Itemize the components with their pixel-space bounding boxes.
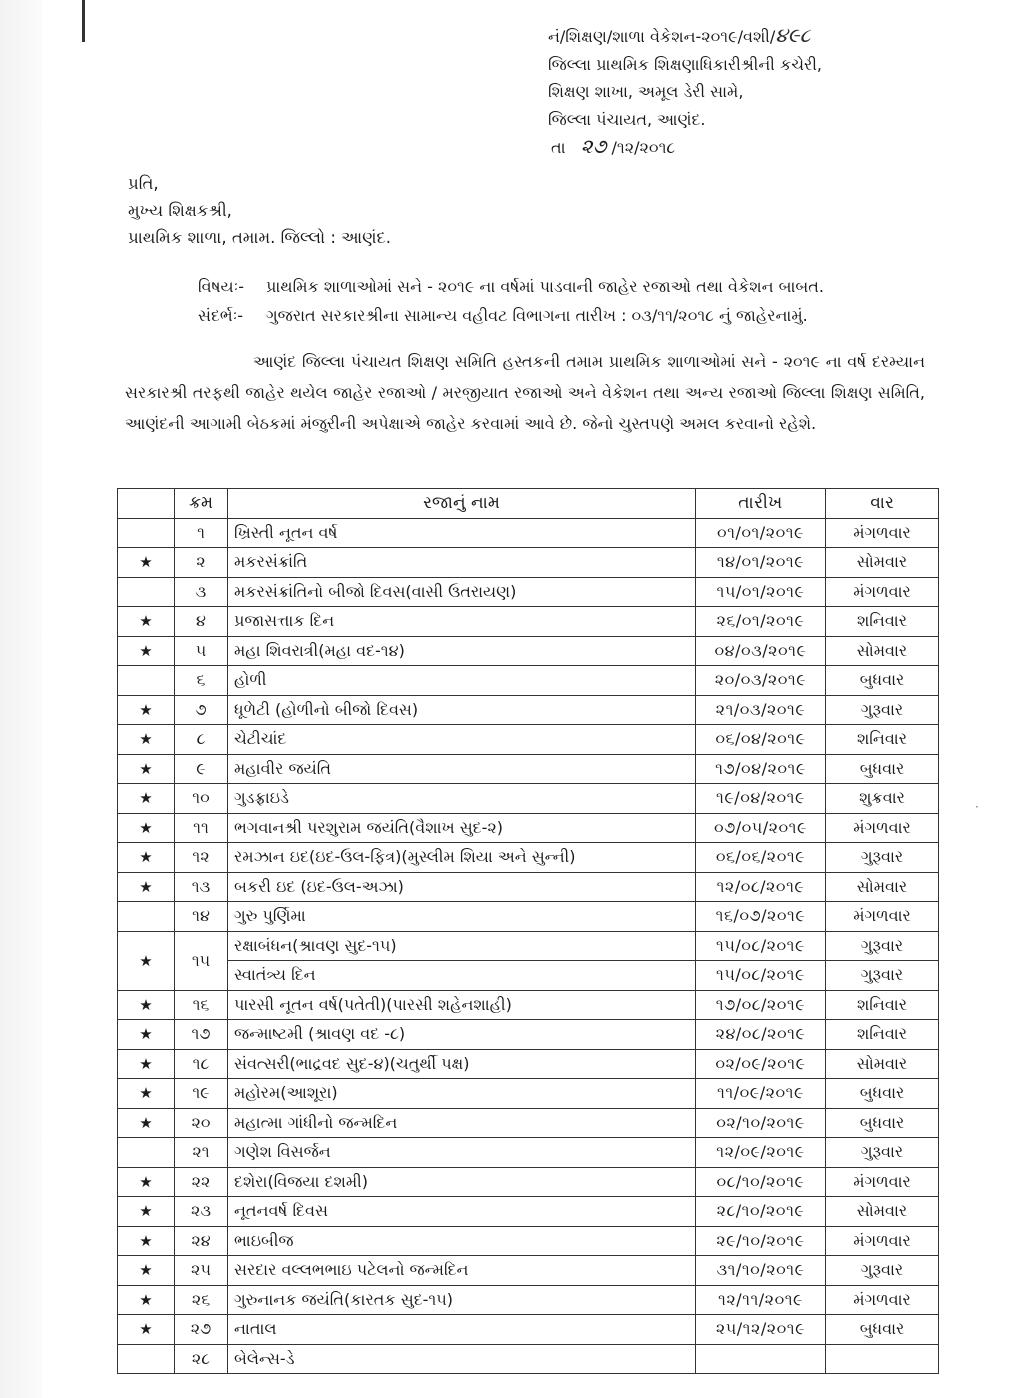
- row-date: ૧૯/૦૪/૨૦૧૯: [696, 784, 826, 814]
- holiday-table: [117, 488, 939, 1374]
- row-serial: ૧૨: [175, 843, 228, 873]
- row-star-marker: ★: [118, 784, 175, 814]
- row-serial: ૪: [175, 607, 228, 637]
- row-holiday-name: નાતાલ: [228, 1315, 696, 1345]
- row-day: મંગળવાર: [826, 1285, 939, 1315]
- header-date: તારીખ: [696, 489, 826, 519]
- row-date: ૧૬/૦૭/૨૦૧૯: [696, 902, 826, 932]
- row-serial: ૧૫: [175, 931, 228, 990]
- row-serial: ૨૨: [175, 1167, 228, 1197]
- row-star-marker: ★: [118, 1315, 175, 1345]
- row-date: ૧૨/૦૮/૨૦૧૯: [696, 872, 826, 902]
- row-holiday-name: સરદાર વલ્લભભાઇ પટેલનો જન્મદિન: [228, 1256, 696, 1286]
- row-serial: ૧: [175, 518, 228, 548]
- row-star-marker: [118, 518, 175, 548]
- table-row: [118, 548, 939, 578]
- table-row: [118, 666, 939, 696]
- row-star-marker: ★: [118, 990, 175, 1020]
- row-day: શનિવાર: [826, 1020, 939, 1050]
- row-date: ૧૪/૦૧/૨૦૧૯: [696, 548, 826, 578]
- row-date: ૦૧/૦૧/૨૦૧૯: [696, 518, 826, 548]
- row-serial: ૨૭: [175, 1315, 228, 1345]
- row-holiday-name: મહાવીર જયંતિ: [228, 754, 696, 784]
- table-row: [118, 961, 939, 991]
- row-holiday-name: નૂતનવર્ષ દિવસ: [228, 1197, 696, 1227]
- row-serial: ૧૬: [175, 990, 228, 1020]
- row-date: ૨૮/૧૦/૨૦૧૯: [696, 1197, 826, 1227]
- addressee-line-3: પ્રાથમિક શાળા, તમામ. જિલ્લો : આણંદ.: [128, 228, 392, 247]
- row-star-marker: ★: [118, 813, 175, 843]
- table-row: [118, 1226, 939, 1256]
- scan-edge-mark: [82, 0, 85, 42]
- table-row: [118, 931, 939, 961]
- row-holiday-name: સ્વાતંત્ર્ય દિન: [228, 961, 696, 991]
- scan-left-edge: [0, 0, 42, 1398]
- table-row: [118, 1020, 939, 1050]
- row-holiday-name: ધૂળેટી (હોળીનો બીજો દિવસ): [228, 695, 696, 725]
- row-serial: ૧૭: [175, 1020, 228, 1050]
- table-row: [118, 1197, 939, 1227]
- row-day: ગુરૂવાર: [826, 961, 939, 991]
- row-day: સોમવાર: [826, 548, 939, 578]
- row-day: સોમવાર: [826, 1197, 939, 1227]
- letter-date: [548, 133, 822, 162]
- row-day: મંગળવાર: [826, 577, 939, 607]
- row-star-marker: ★: [118, 931, 175, 990]
- row-star-marker: ★: [118, 725, 175, 755]
- row-holiday-name: ચેટીચાંદ: [228, 725, 696, 755]
- row-star-marker: ★: [118, 607, 175, 637]
- row-serial: ૮: [175, 725, 228, 755]
- row-serial: ૨૬: [175, 1285, 228, 1315]
- row-star-marker: ★: [118, 843, 175, 873]
- row-star-marker: ★: [118, 1197, 175, 1227]
- letter-header: [548, 22, 822, 162]
- row-star-marker: [118, 577, 175, 607]
- row-serial: ૧૪: [175, 902, 228, 932]
- row-date: ૦૪/૦૩/૨૦૧૯: [696, 636, 826, 666]
- row-star-marker: [118, 1344, 175, 1374]
- table-row: [118, 813, 939, 843]
- table-row: [118, 754, 939, 784]
- row-day: મંગળવાર: [826, 813, 939, 843]
- row-date: ૧૭/૦૪/૨૦૧૯: [696, 754, 826, 784]
- row-star-marker: ★: [118, 1020, 175, 1050]
- row-date: ૧૭/૦૮/૨૦૧૯: [696, 990, 826, 1020]
- row-star-marker: ★: [118, 1226, 175, 1256]
- row-serial: ૨૪: [175, 1226, 228, 1256]
- row-date: ૧૫/૦૮/૨૦૧૯: [696, 931, 826, 961]
- row-serial: ૭: [175, 695, 228, 725]
- row-date: ૧૫/૦૧/૨૦૧૯: [696, 577, 826, 607]
- row-day: શનિવાર: [826, 990, 939, 1020]
- row-holiday-name: મહોરમ(આશૂરા): [228, 1079, 696, 1109]
- row-star-marker: ★: [118, 1256, 175, 1286]
- body-paragraph: આણંદ જિલ્લા પંચાયત શિક્ષણ સમિતિ હસ્તકની તમામ પ્રાથમિક શાળાઓમાં સને - ૨૦૧૯ ના વર્ષ દરમ્યાન સરકારશ્રી તરફથી જાહેર થયેલ જાહેર રજાઓ / મરજીયાત રજાઓ અને વેકેશન તથા અન્ય રજાઓ જિલ્લા શિક્ષણ સમિતિ, આણંદની આગામી બેઠકમાં મંજુરીની અપેક્ષાએ જાહેર કરવામાં આવે છે. જેનો ચુસ્તપણે અમલ કરવાનો રહેશે.: [125, 352, 925, 433]
- row-holiday-name: બેલેન્સ-ડે: [228, 1344, 696, 1374]
- addressee-block: [128, 170, 391, 251]
- table-row: [118, 725, 939, 755]
- row-date: ૧૨/૧૧/૨૦૧૯: [696, 1285, 826, 1315]
- row-day: સોમવાર: [826, 1049, 939, 1079]
- row-day: મંગળવાર: [826, 1226, 939, 1256]
- table-row: [118, 1079, 939, 1109]
- row-date: ૨૧/૦૩/૨૦૧૯: [696, 695, 826, 725]
- row-holiday-name: જન્માષ્ટમી (શ્રાવણ વદ -૮): [228, 1020, 696, 1050]
- row-serial: ૬: [175, 666, 228, 696]
- reference-prefix: નં/શિક્ષણ/શાળા વેકેશન-૨૦૧૯/વશી/: [548, 27, 776, 46]
- row-day: ગુરૂવાર: [826, 1256, 939, 1286]
- row-day: શુક્રવાર: [826, 784, 939, 814]
- table-row: [118, 1108, 939, 1138]
- row-serial: ૧૮: [175, 1049, 228, 1079]
- branch-address: શિક્ષણ શાખા, અમૂલ ડેરી સામે,: [548, 82, 744, 101]
- row-serial: ૨૧: [175, 1138, 228, 1168]
- row-day: મંગળવાર: [826, 902, 939, 932]
- row-date: ૨૦/૦૩/૨૦૧૯: [696, 666, 826, 696]
- reference-label: સંદર્ભઃ-: [198, 306, 244, 325]
- table-row: [118, 1049, 939, 1079]
- row-holiday-name: સંવત્સરી(ભાદ્રવદ સુદ-૪)(ચતુર્થી પક્ષ): [228, 1049, 696, 1079]
- row-holiday-name: પારસી નૂતન વર્ષ(પતેતી)(પારસી શહેનશાહી): [228, 990, 696, 1020]
- addressee-line-1: પ્રતિ,: [128, 174, 159, 193]
- row-star-marker: ★: [118, 1285, 175, 1315]
- row-day: બુધવાર: [826, 1108, 939, 1138]
- table-row: [118, 1285, 939, 1315]
- row-day: મંગળવાર: [826, 518, 939, 548]
- row-date: ૧૫/૦૮/૨૦૧૯: [696, 961, 826, 991]
- table-row: [118, 1256, 939, 1286]
- row-holiday-name: મકરસંક્રાંતિનો બીજો દિવસ(વાસી ઉતરાયણ): [228, 577, 696, 607]
- row-holiday-name: રમઝાન ઇદ(ઇદ-ઉલ-ફિત્ર)(મુસ્લીમ શિયા અને સુન્ની): [228, 843, 696, 873]
- row-date: ૨૯/૧૦/૨૦૧૯: [696, 1226, 826, 1256]
- table-row: [118, 577, 939, 607]
- row-serial: ૧૩: [175, 872, 228, 902]
- row-serial: ૩: [175, 577, 228, 607]
- row-date: ૦૭/૦૫/૨૦૧૯: [696, 813, 826, 843]
- row-star-marker: ★: [118, 1079, 175, 1109]
- row-serial: ૫: [175, 636, 228, 666]
- row-date: ૦૬/૦૬/૨૦૧૯: [696, 843, 826, 873]
- row-date: ૨૬/૦૧/૨૦૧૯: [696, 607, 826, 637]
- row-day: [826, 1344, 939, 1374]
- row-star-marker: [118, 902, 175, 932]
- table-row: [118, 636, 939, 666]
- row-star-marker: ★: [118, 695, 175, 725]
- row-serial: ૨૦: [175, 1108, 228, 1138]
- row-holiday-name: પ્રજાસત્તાક દિન: [228, 607, 696, 637]
- table-header-row: [118, 489, 939, 519]
- reference-text: ગુજરાત સરકારશ્રીના સામાન્ય વહીવટ વિભાગના તારીખ : ૦૩/૧૧/૨૦૧૮ નું જાહેરનામું.: [266, 306, 808, 325]
- row-holiday-name: હોળી: [228, 666, 696, 696]
- table-row: [118, 843, 939, 873]
- reference-line: [548, 22, 822, 51]
- table-row: [118, 902, 939, 932]
- office-name: જિલ્લા પ્રાથમિક શિક્ષણાધિકારીશ્રીની કચેરી,: [548, 54, 822, 74]
- row-serial: ૨૫: [175, 1256, 228, 1286]
- reference-line-subject: [198, 301, 824, 330]
- row-date: ૩૧/૧૦/૨૦૧૯: [696, 1256, 826, 1286]
- row-date: [696, 1344, 826, 1374]
- subject-label: વિષયઃ-: [198, 277, 244, 296]
- row-day: ગુરૂવાર: [826, 1138, 939, 1168]
- table-row: [118, 784, 939, 814]
- row-serial: ૨: [175, 548, 228, 578]
- row-holiday-name: મહાત્મા ગાંધીનો જન્મદિન: [228, 1108, 696, 1138]
- subject-line: [198, 272, 824, 301]
- row-star-marker: ★: [118, 1049, 175, 1079]
- row-holiday-name: ગુરુ પુર્ણિમા: [228, 902, 696, 932]
- header-day: વાર: [826, 489, 939, 519]
- row-date: ૦૨/૧૦/૨૦૧૯: [696, 1108, 826, 1138]
- table-row: [118, 1344, 939, 1374]
- scan-speck: ·: [975, 800, 979, 814]
- header-holiday-name: રજાનું નામ: [228, 489, 696, 519]
- row-serial: ૨૮: [175, 1344, 228, 1374]
- row-day: ગુરૂવાર: [826, 695, 939, 725]
- row-day: બુધવાર: [826, 754, 939, 784]
- subject-block: [198, 272, 824, 330]
- table-row: [118, 990, 939, 1020]
- row-holiday-name: ગુડફ્રાઇડે: [228, 784, 696, 814]
- row-serial: ૧૦: [175, 784, 228, 814]
- row-holiday-name: દશેરા(વિજયા દશમી): [228, 1167, 696, 1197]
- row-day: બુધવાર: [826, 666, 939, 696]
- row-day: શનિવાર: [826, 725, 939, 755]
- date-day: ૨૭: [580, 134, 607, 158]
- row-holiday-name: મહા શિવરાત્રી(મહા વદ-૧૪): [228, 636, 696, 666]
- table-row: [118, 607, 939, 637]
- date-rest: /૧૨/૨૦૧૮: [611, 138, 676, 157]
- row-star-marker: [118, 1138, 175, 1168]
- row-day: બુધવાર: [826, 1315, 939, 1345]
- row-star-marker: [118, 666, 175, 696]
- row-star-marker: ★: [118, 548, 175, 578]
- row-serial: ૧૧: [175, 813, 228, 843]
- row-holiday-name: ખ્રિસ્તી નૂતન વર્ષ: [228, 518, 696, 548]
- row-star-marker: ★: [118, 754, 175, 784]
- row-day: સોમવાર: [826, 872, 939, 902]
- header-star: [118, 489, 175, 519]
- addressee-line-2: મુખ્ય શિક્ષકશ્રી,: [128, 201, 232, 220]
- table-row: [118, 1167, 939, 1197]
- row-day: શનિવાર: [826, 607, 939, 637]
- row-holiday-name: ભગવાનશ્રી પરશુરામ જયંતિ(વૈશાખ સુદ-૨): [228, 813, 696, 843]
- table-row: [118, 872, 939, 902]
- row-star-marker: ★: [118, 1167, 175, 1197]
- row-holiday-name: બકરી ઇદ (ઇદ-ઉલ-અઝા): [228, 872, 696, 902]
- subject-text: પ્રાથમિક શાળાઓમાં સને - ૨૦૧૯ ના વર્ષમાં પાડવાની જાહેર રજાઓ તથા વેકેશન બાબત.: [266, 277, 824, 296]
- date-prefix: તા: [551, 138, 566, 157]
- header-serial: ક્રમ: [175, 489, 228, 519]
- row-star-marker: ★: [118, 636, 175, 666]
- row-date: ૦૮/૧૦/૨૦૧૯: [696, 1167, 826, 1197]
- row-star-marker: ★: [118, 872, 175, 902]
- row-serial: ૨૩: [175, 1197, 228, 1227]
- office-location: જિલ્લા પંચાયત, આણંદ.: [548, 109, 706, 129]
- row-holiday-name: ગણેશ વિસર્જન: [228, 1138, 696, 1168]
- table-row: [118, 1138, 939, 1168]
- row-star-marker: ★: [118, 1108, 175, 1138]
- holiday-table-body: [118, 518, 939, 1374]
- row-day: ગુરૂવાર: [826, 931, 939, 961]
- row-serial: ૧૯: [175, 1079, 228, 1109]
- row-day: બુધવાર: [826, 1079, 939, 1109]
- row-day: મંગળવાર: [826, 1167, 939, 1197]
- row-date: ૦૨/૦૯/૨૦૧૯: [696, 1049, 826, 1079]
- table-row: [118, 1315, 939, 1345]
- row-serial: ૯: [175, 754, 228, 784]
- row-holiday-name: મકરસંક્રાંતિ: [228, 548, 696, 578]
- row-day: સોમવાર: [826, 636, 939, 666]
- table-row: [118, 518, 939, 548]
- row-holiday-name: ભાઇબીજ: [228, 1226, 696, 1256]
- reference-number: ૪૯૮: [775, 23, 811, 47]
- row-date: ૦૬/૦૪/૨૦૧૯: [696, 725, 826, 755]
- row-date: ૨૫/૧૨/૨૦૧૯: [696, 1315, 826, 1345]
- row-date: ૧૨/૦૯/૨૦૧૯: [696, 1138, 826, 1168]
- row-holiday-name: ગુરુનાનક જયંતિ(કારતક સુદ-૧૫): [228, 1285, 696, 1315]
- row-date: ૨૪/૦૮/૨૦૧૯: [696, 1020, 826, 1050]
- row-day: ગુરૂવાર: [826, 843, 939, 873]
- row-holiday-name: રક્ષાબંધન(શ્રાવણ સુદ-૧૫): [228, 931, 696, 961]
- table-row: [118, 695, 939, 725]
- row-date: ૧૧/૦૯/૨૦૧૯: [696, 1079, 826, 1109]
